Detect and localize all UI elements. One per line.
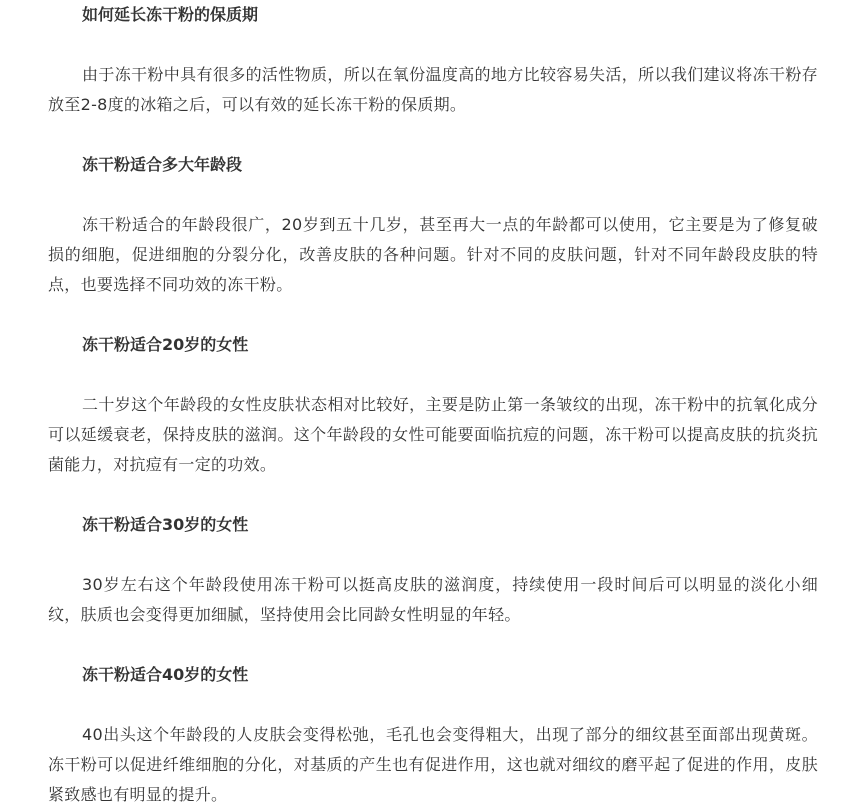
section-heading: 冻干粉适合20岁的女性 [82,335,249,354]
section-age-20 [48,330,818,510]
spacer [48,30,818,60]
spacer [48,300,818,330]
section-heading: 冻干粉适合30岁的女性 [82,515,249,534]
section-paragraph: 二十岁这个年龄段的女性皮肤状态相对比较好，主要是防止第一条皱纹的出现，冻干粉中的抗氧化成分可以延缓衰老，保持皮肤的滋润。这个年龄段的女性可能要面临抗痘的问题，冻干粉可以提高皮肤的抗炎抗菌能力，对抗痘有一定的功效。 [48,395,818,474]
spacer [48,690,818,720]
section-shelf-life [48,0,818,150]
section-paragraph: 40出头这个年龄段的人皮肤会变得松弛，毛孔也会变得粗大，出现了部分的细纹甚至面部出现黄斑。冻干粉可以促进纤维细胞的分化，对基质的产生也有促进作用，这也就对细纹的磨平起了促进的作用，皮肤紧致感也有明显的提升。 [48,725,818,804]
section-heading: 如何延长冻干粉的保质期 [82,5,259,24]
spacer [48,120,818,150]
spacer [48,540,818,570]
section-paragraph: 由于冻干粉中具有很多的活性物质，所以在氧份温度高的地方比较容易失活，所以我们建议将冻干粉存放至2-8度的冰箱之后，可以有效的延长冻干粉的保质期。 [48,65,818,114]
section-paragraph: 30岁左右这个年龄段使用冻干粉可以挺高皮肤的滋润度，持续使用一段时间后可以明显的淡化小细纹，肤质也会变得更加细腻，坚持使用会比同龄女性明显的年轻。 [48,575,818,624]
section-age-range [48,150,818,330]
spacer [48,480,818,510]
spacer [48,360,818,390]
section-heading: 冻干粉适合40岁的女性 [82,665,249,684]
spacer [48,630,818,660]
article [48,0,818,810]
section-age-40 [48,660,818,810]
section-paragraph: 冻干粉适合的年龄段很广，20岁到五十几岁，甚至再大一点的年龄都可以使用，它主要是为了修复破损的细胞，促进细胞的分裂分化，改善皮肤的各种问题。针对不同的皮肤问题，针对不同年龄段皮肤的特点，也要选择不同功效的冻干粉。 [48,215,818,294]
section-age-30 [48,510,818,660]
spacer [48,180,818,210]
section-heading: 冻干粉适合多大年龄段 [82,155,243,174]
